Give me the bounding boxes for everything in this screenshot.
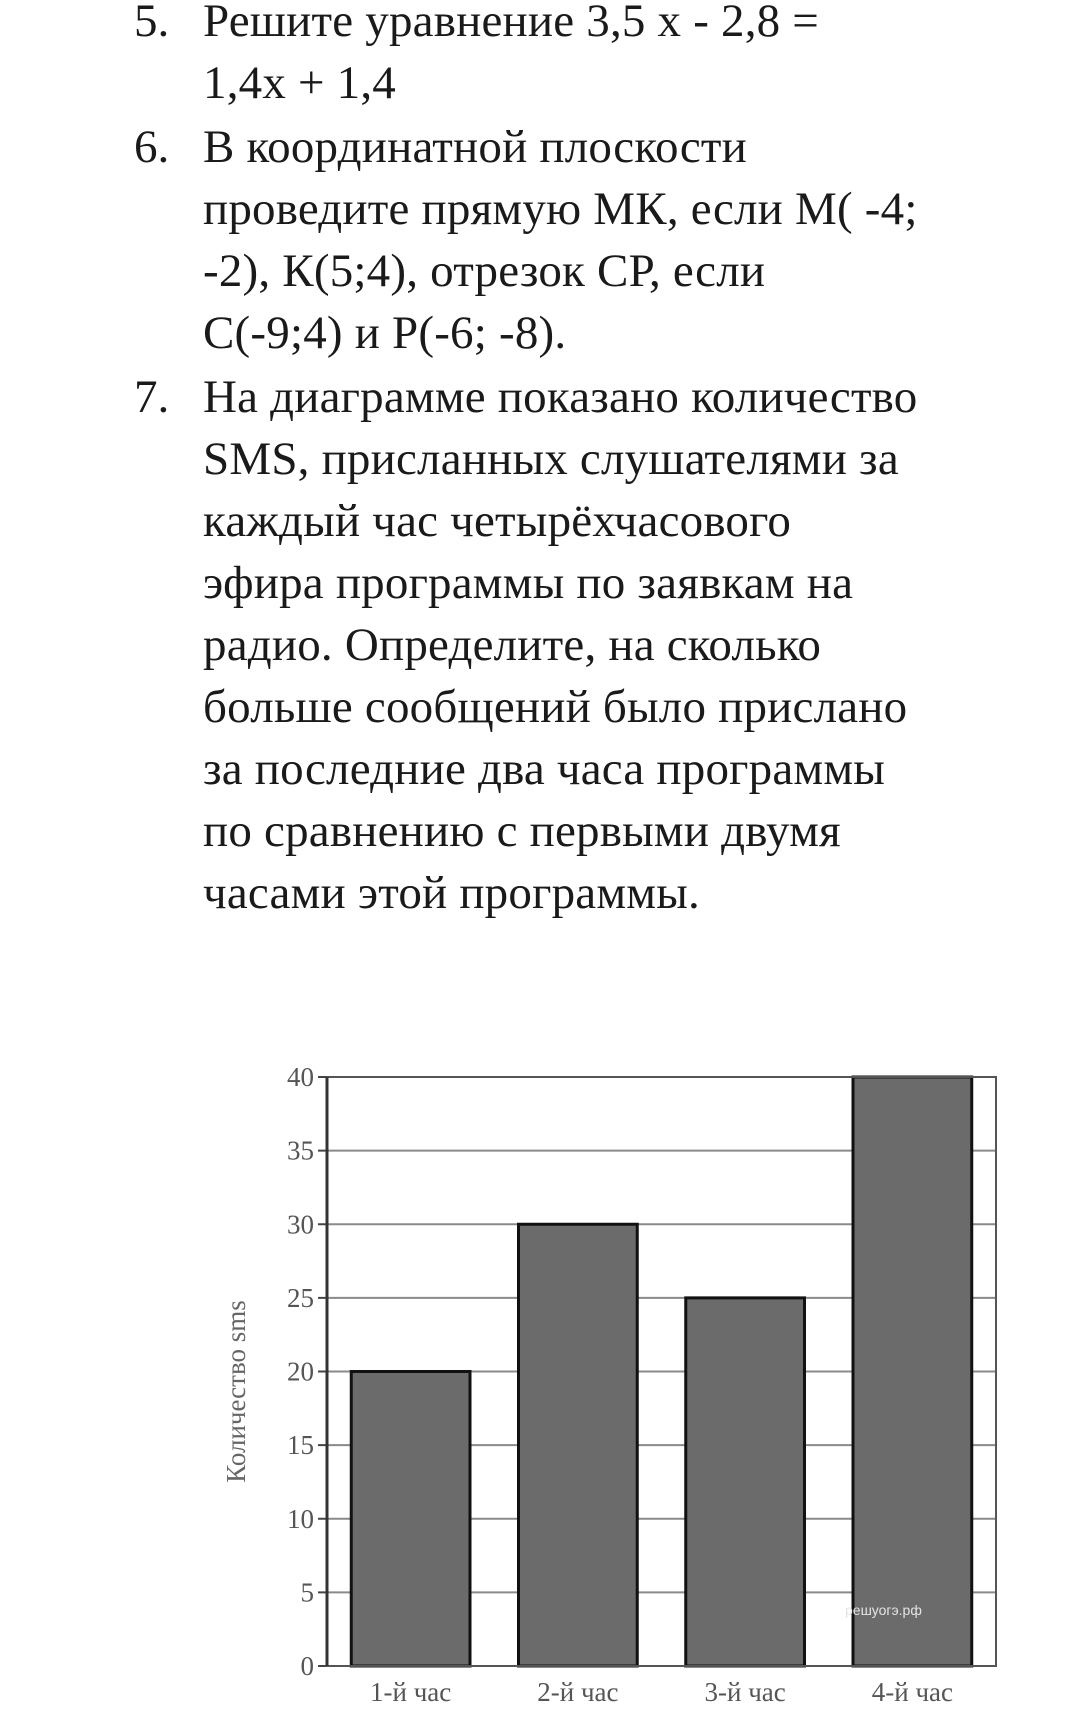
task-line: -2), К(5;4), отрезок СР, если [203,245,766,297]
y-tick-label: 5 [300,1577,314,1608]
y-tick-label: 10 [287,1503,314,1534]
task-line: радио. Определите, на сколько [203,619,822,671]
task-text [203,0,819,114]
task-number: 6. [134,121,170,173]
bar [351,1372,470,1667]
bar [686,1298,805,1666]
task-line: В координатной плоскости [203,121,747,173]
chart-svg [0,1040,1080,1715]
y-tick-label: 40 [287,1062,314,1092]
x-category-label: 3-й час [704,1677,786,1707]
y-tick-label: 0 [300,1651,314,1681]
task-line: С(-9;4) и Р(-6; -8). [203,307,567,359]
task-line: больше сообщений было прислано [203,681,908,733]
task-text [203,116,918,364]
y-tick-label: 20 [287,1356,314,1387]
task-line: каждый час четырёхчасового [203,495,792,547]
x-category-label: 2-й час [537,1677,619,1707]
task-line: по сравнению с первыми двумя [203,805,841,857]
y-tick-label: 30 [287,1209,314,1240]
task-number: 7. [134,371,170,423]
task-line: часами этой программы. [203,867,700,919]
bar [853,1077,972,1666]
task-line: 1,4х + 1,4 [203,57,397,109]
task-line: за последние два часа программы [203,743,886,795]
x-category-label: 1-й час [370,1677,452,1707]
watermark-text: решуогэ.рф [845,1602,922,1618]
task-line: эфира программы по заявкам на [203,557,854,609]
y-tick-label: 25 [287,1282,314,1313]
bar [519,1224,638,1666]
task-line: На диаграмме показано количество [203,371,918,423]
task-line: Решите уравнение 3,5 х - 2,8 = [203,0,820,47]
task-line: проведите прямую МК, если М( -4; [203,183,918,235]
task-line: SMS, присланных слушателями за [203,433,899,485]
y-axis-label: Количество sms [221,1300,251,1483]
y-tick-label: 15 [287,1430,314,1461]
y-tick-label: 35 [287,1135,314,1166]
sms-bar-chart [0,1040,1080,1715]
task-number: 5. [134,0,170,47]
x-category-label: 4-й час [871,1677,953,1707]
task-text [203,366,917,924]
